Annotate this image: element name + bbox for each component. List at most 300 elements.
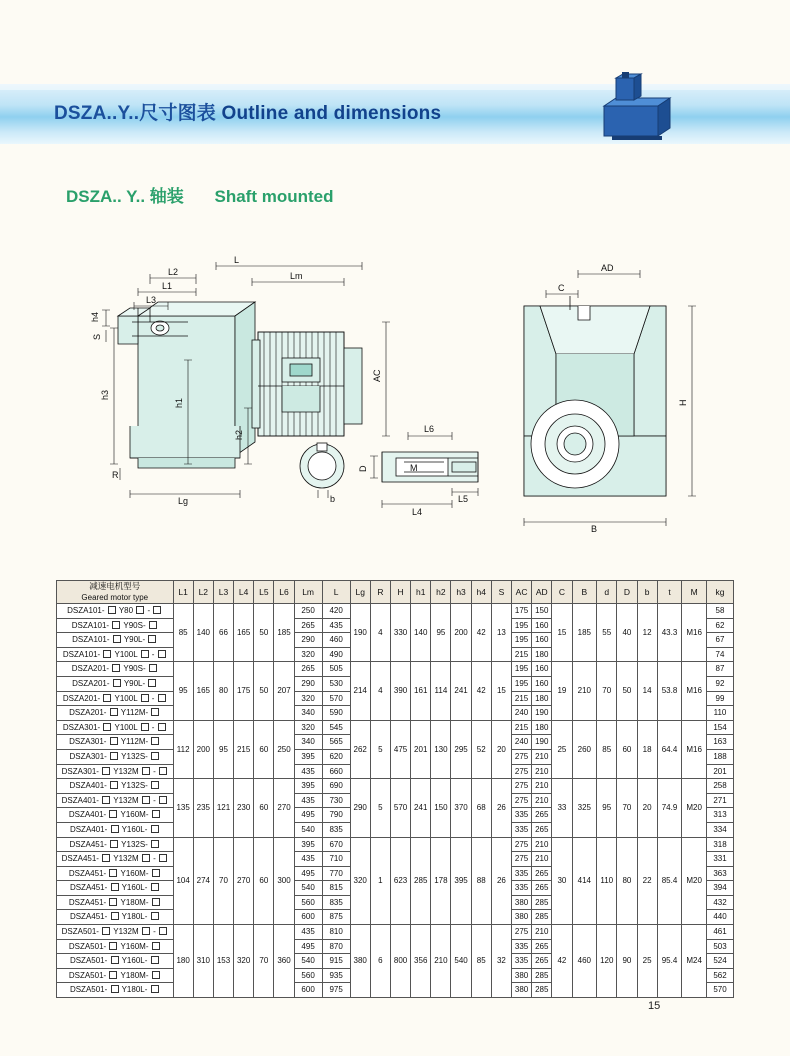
cell-AD: 210 [532, 779, 552, 794]
cell-Lm: 265 [294, 662, 322, 677]
cell-L6: 250 [274, 720, 294, 778]
cell-d: 70 [597, 662, 617, 720]
cell-AD: 210 [532, 793, 552, 808]
cell-AD: 210 [532, 925, 552, 940]
cell-C: 19 [552, 662, 572, 720]
svg-text:AC: AC [372, 369, 382, 382]
cell-AC: 335 [512, 822, 532, 837]
cell-AD: 190 [532, 706, 552, 721]
cell-kg: 99 [707, 691, 734, 706]
cell-kg: 74 [707, 647, 734, 662]
cell-h3: 395 [451, 837, 471, 925]
page-number: 15 [648, 1000, 661, 1012]
subtitle-cn: DSZA.. Y.. 轴装 [66, 187, 184, 206]
cell-B: 460 [572, 925, 597, 998]
cell-h4: 52 [471, 720, 491, 778]
cell-M: M16 [682, 720, 707, 778]
cell-b: 25 [637, 925, 657, 998]
cell-kg: 258 [707, 779, 734, 794]
cell-d: 85 [597, 720, 617, 778]
cell-Lg: 190 [350, 604, 370, 662]
cell-Lm: 560 [294, 968, 322, 983]
cell-L: 670 [322, 837, 350, 852]
svg-text:L2: L2 [168, 267, 179, 277]
cell-AC: 275 [512, 779, 532, 794]
row-type-label: DSZA451- Y160L- [57, 881, 174, 896]
cell-L4: 270 [234, 837, 254, 925]
cell-AD: 265 [532, 954, 552, 969]
col-header-b: b [637, 581, 657, 604]
row-type-label: DSZA401- Y132S- [57, 779, 174, 794]
row-type-label: DSZA101- Y100L - [57, 647, 174, 662]
cell-kg: 87 [707, 662, 734, 677]
cell-kg: 62 [707, 618, 734, 633]
col-header-t: t [657, 581, 682, 604]
table-row [57, 779, 734, 794]
table-body [57, 604, 734, 998]
cell-AC: 380 [512, 983, 532, 998]
cell-kg: 331 [707, 852, 734, 867]
cell-kg: 562 [707, 968, 734, 983]
cell-t: 74.9 [657, 779, 682, 837]
cell-R: 4 [370, 662, 390, 720]
row-type-label: DSZA201- Y100L - [57, 691, 174, 706]
cell-S: 15 [491, 662, 511, 720]
col-header-L4: L4 [234, 581, 254, 604]
cell-h3: 241 [451, 662, 471, 720]
cell-AC: 195 [512, 662, 532, 677]
cell-AC: 335 [512, 939, 532, 954]
cell-Lm: 320 [294, 691, 322, 706]
cell-b: 12 [637, 604, 657, 662]
cell-h1: 161 [411, 662, 431, 720]
cell-L6: 185 [274, 604, 294, 662]
col-header-Lm: Lm [294, 581, 322, 604]
cell-AD: 210 [532, 749, 552, 764]
cell-C: 30 [552, 837, 572, 925]
cell-h4: 42 [471, 604, 491, 662]
cell-AC: 240 [512, 735, 532, 750]
row-type-label: DSZA101- Y80 - [57, 604, 174, 619]
cell-L: 460 [322, 633, 350, 648]
cell-L4: 215 [234, 720, 254, 778]
cell-Lg: 320 [350, 837, 370, 925]
svg-text:L6: L6 [424, 424, 435, 434]
col-header-h1: h1 [411, 581, 431, 604]
cell-h2: 95 [431, 604, 451, 662]
cell-L2: 310 [193, 925, 213, 998]
cell-D: 60 [617, 720, 637, 778]
cell-h2: 178 [431, 837, 451, 925]
cell-t: 53.8 [657, 662, 682, 720]
col-header-S: S [491, 581, 511, 604]
cell-AC: 215 [512, 720, 532, 735]
cell-L: 570 [322, 691, 350, 706]
svg-text:L1: L1 [162, 281, 173, 291]
row-type-label: DSZA401- Y160L- [57, 822, 174, 837]
cell-b: 18 [637, 720, 657, 778]
cell-d: 55 [597, 604, 617, 662]
cell-L: 590 [322, 706, 350, 721]
cell-L: 815 [322, 881, 350, 896]
svg-text:L4: L4 [412, 507, 423, 517]
cell-AD: 180 [532, 720, 552, 735]
table-header-row [57, 581, 734, 604]
dimensions-table-wrap [56, 580, 734, 998]
cell-S: 13 [491, 604, 511, 662]
cell-t: 64.4 [657, 720, 682, 778]
cell-D: 40 [617, 604, 637, 662]
cell-Lm: 395 [294, 779, 322, 794]
cell-Lm: 600 [294, 983, 322, 998]
cell-L: 505 [322, 662, 350, 677]
cell-AC: 175 [512, 604, 532, 619]
cell-L1: 104 [173, 837, 193, 925]
cell-Lm: 395 [294, 837, 322, 852]
cell-Lg: 380 [350, 925, 370, 998]
cell-L5: 50 [254, 662, 274, 720]
col-header-type-cn: 减速电机型号 [89, 581, 141, 591]
cell-L: 975 [322, 983, 350, 998]
cell-H: 475 [390, 720, 410, 778]
row-type-label: DSZA501- Y160M- [57, 939, 174, 954]
cell-H: 570 [390, 779, 410, 837]
row-type-label: DSZA301- Y100L - [57, 720, 174, 735]
cell-L1: 112 [173, 720, 193, 778]
row-type-label: DSZA451- Y160M- [57, 866, 174, 881]
cell-kg: 334 [707, 822, 734, 837]
col-header-L3: L3 [213, 581, 233, 604]
cell-h1: 201 [411, 720, 431, 778]
row-type-label: DSZA451- Y180L- [57, 910, 174, 925]
cell-h1: 285 [411, 837, 431, 925]
svg-text:S: S [92, 333, 102, 340]
cell-Lm: 495 [294, 939, 322, 954]
cell-AC: 380 [512, 895, 532, 910]
cell-R: 1 [370, 837, 390, 925]
cell-L2: 165 [193, 662, 213, 720]
cell-AD: 285 [532, 983, 552, 998]
col-header-C: C [552, 581, 572, 604]
cell-H: 330 [390, 604, 410, 662]
cell-Lm: 340 [294, 706, 322, 721]
row-type-label: DSZA301- Y112M- [57, 735, 174, 750]
cell-AC: 215 [512, 647, 532, 662]
page-title-en: Outline and dimensions [221, 103, 442, 124]
cell-AC: 380 [512, 910, 532, 925]
motor-gearbox-icon [592, 72, 678, 144]
row-type-label: DSZA101- Y90S- [57, 618, 174, 633]
svg-text:R: R [112, 470, 119, 480]
cell-Lm: 540 [294, 954, 322, 969]
cell-AC: 275 [512, 749, 532, 764]
row-type-label: DSZA201- Y90L- [57, 676, 174, 691]
cell-h3: 540 [451, 925, 471, 998]
cell-L: 530 [322, 676, 350, 691]
cell-L2: 200 [193, 720, 213, 778]
cell-h2: 210 [431, 925, 451, 998]
row-type-label: DSZA451- Y180M- [57, 895, 174, 910]
cell-L5: 60 [254, 837, 274, 925]
cell-AC: 275 [512, 925, 532, 940]
cell-AC: 335 [512, 954, 532, 969]
cell-L: 620 [322, 749, 350, 764]
cell-b: 14 [637, 662, 657, 720]
cell-Lm: 495 [294, 866, 322, 881]
cell-Lm: 435 [294, 852, 322, 867]
cell-L: 730 [322, 793, 350, 808]
cell-L: 770 [322, 866, 350, 881]
cell-Lm: 435 [294, 925, 322, 940]
cell-Lm: 290 [294, 633, 322, 648]
cell-M: M16 [682, 662, 707, 720]
cell-H: 800 [390, 925, 410, 998]
svg-text:b: b [330, 494, 336, 504]
col-header-AC: AC [512, 581, 532, 604]
cell-C: 42 [552, 925, 572, 998]
cell-AD: 285 [532, 910, 552, 925]
cell-D: 90 [617, 925, 637, 998]
cell-L: 935 [322, 968, 350, 983]
cell-AD: 160 [532, 618, 552, 633]
table-row [57, 925, 734, 940]
col-header-D: D [617, 581, 637, 604]
cell-S: 26 [491, 837, 511, 925]
cell-t: 95.4 [657, 925, 682, 998]
cell-L: 870 [322, 939, 350, 954]
cell-Lm: 290 [294, 676, 322, 691]
cell-L4: 230 [234, 779, 254, 837]
cell-AC: 335 [512, 881, 532, 896]
cell-Lm: 560 [294, 895, 322, 910]
svg-text:L3: L3 [146, 295, 157, 305]
row-type-label: DSZA501- Y160L- [57, 954, 174, 969]
cell-Lm: 435 [294, 793, 322, 808]
page-title [54, 98, 441, 125]
col-header-h3: h3 [451, 581, 471, 604]
section-subtitle [66, 182, 334, 207]
cell-AD: 265 [532, 881, 552, 896]
svg-text:C: C [558, 283, 565, 293]
cell-R: 5 [370, 779, 390, 837]
svg-text:M: M [410, 463, 418, 473]
cell-M: M20 [682, 837, 707, 925]
cell-kg: 394 [707, 881, 734, 896]
cell-d: 120 [597, 925, 617, 998]
cell-kg: 318 [707, 837, 734, 852]
cell-D: 80 [617, 837, 637, 925]
col-header-L1: L1 [173, 581, 193, 604]
cell-AC: 195 [512, 633, 532, 648]
cell-B: 325 [572, 779, 597, 837]
col-header-d: d [597, 581, 617, 604]
cell-kg: 432 [707, 895, 734, 910]
cell-AD: 265 [532, 866, 552, 881]
cell-Lg: 262 [350, 720, 370, 778]
cell-L3: 121 [213, 779, 233, 837]
cell-kg: 363 [707, 866, 734, 881]
col-header-type [57, 581, 174, 604]
cell-Lm: 540 [294, 822, 322, 837]
svg-text:Lg: Lg [178, 496, 189, 506]
cell-kg: 163 [707, 735, 734, 750]
table-row [57, 720, 734, 735]
cell-h2: 114 [431, 662, 451, 720]
col-header-B: B [572, 581, 597, 604]
cell-AC: 275 [512, 764, 532, 779]
cell-Lg: 290 [350, 779, 370, 837]
cell-R: 6 [370, 925, 390, 998]
cell-d: 110 [597, 837, 617, 925]
col-header-h2: h2 [431, 581, 451, 604]
cell-L6: 300 [274, 837, 294, 925]
cell-L5: 60 [254, 720, 274, 778]
col-header-AD: AD [532, 581, 552, 604]
row-type-label: DSZA401- Y160M- [57, 808, 174, 823]
cell-L1: 180 [173, 925, 193, 998]
cell-D: 50 [617, 662, 637, 720]
cell-AC: 240 [512, 706, 532, 721]
cell-AD: 285 [532, 895, 552, 910]
cell-S: 26 [491, 779, 511, 837]
cell-L1: 95 [173, 662, 193, 720]
cell-L3: 153 [213, 925, 233, 998]
cell-AD: 160 [532, 676, 552, 691]
row-type-label: DSZA501- Y180M- [57, 968, 174, 983]
cell-Lm: 495 [294, 808, 322, 823]
dimensions-table [56, 580, 734, 998]
cell-kg: 313 [707, 808, 734, 823]
cell-AD: 285 [532, 968, 552, 983]
cell-L6: 207 [274, 662, 294, 720]
cell-kg: 201 [707, 764, 734, 779]
col-header-Lg: Lg [350, 581, 370, 604]
cell-kg: 67 [707, 633, 734, 648]
cell-L4: 165 [234, 604, 254, 662]
cell-C: 15 [552, 604, 572, 662]
cell-L5: 70 [254, 925, 274, 998]
cell-L2: 274 [193, 837, 213, 925]
cell-L: 790 [322, 808, 350, 823]
table-row [57, 604, 734, 619]
cell-AD: 265 [532, 822, 552, 837]
row-type-label: DSZA301- Y132M - [57, 764, 174, 779]
cell-AD: 160 [532, 633, 552, 648]
col-header-M: M [682, 581, 707, 604]
cell-M: M20 [682, 779, 707, 837]
cell-L: 810 [322, 925, 350, 940]
cell-h1: 140 [411, 604, 431, 662]
page-title-cn: DSZA..Y..尺寸图表 [54, 103, 217, 124]
cell-L: 835 [322, 895, 350, 910]
cell-kg: 154 [707, 720, 734, 735]
cell-t: 43.3 [657, 604, 682, 662]
svg-text:B: B [591, 524, 598, 534]
cell-M: M16 [682, 604, 707, 662]
col-header-L6: L6 [274, 581, 294, 604]
cell-d: 95 [597, 779, 617, 837]
col-header-L5: L5 [254, 581, 274, 604]
col-header-H: H [390, 581, 410, 604]
cell-AD: 180 [532, 647, 552, 662]
svg-text:h1: h1 [174, 397, 184, 408]
row-type-label: DSZA201- Y90S- [57, 662, 174, 677]
table-row [57, 662, 734, 677]
cell-h3: 370 [451, 779, 471, 837]
svg-text:D: D [358, 465, 368, 472]
cell-h4: 85 [471, 925, 491, 998]
cell-kg: 524 [707, 954, 734, 969]
cell-B: 260 [572, 720, 597, 778]
cell-L: 565 [322, 735, 350, 750]
cell-Lm: 435 [294, 764, 322, 779]
cell-kg: 110 [707, 706, 734, 721]
cell-L6: 270 [274, 779, 294, 837]
cell-t: 85.4 [657, 837, 682, 925]
row-type-label: DSZA451- Y132S- [57, 837, 174, 852]
row-type-label: DSZA201- Y112M- [57, 706, 174, 721]
cell-AD: 265 [532, 939, 552, 954]
cell-C: 33 [552, 779, 572, 837]
cell-h4: 88 [471, 837, 491, 925]
cell-L4: 175 [234, 662, 254, 720]
cell-L: 690 [322, 779, 350, 794]
cell-B: 185 [572, 604, 597, 662]
cell-R: 4 [370, 604, 390, 662]
cell-Lm: 340 [294, 735, 322, 750]
col-header-kg: kg [707, 581, 734, 604]
cell-L3: 66 [213, 604, 233, 662]
cell-AD: 190 [532, 735, 552, 750]
cell-D: 70 [617, 779, 637, 837]
col-header-h4: h4 [471, 581, 491, 604]
cell-L1: 85 [173, 604, 193, 662]
row-type-label: DSZA101- Y90L- [57, 633, 174, 648]
svg-text:Lm: Lm [290, 271, 303, 281]
cell-L3: 70 [213, 837, 233, 925]
cell-AD: 150 [532, 604, 552, 619]
cell-AD: 160 [532, 662, 552, 677]
cell-AC: 335 [512, 808, 532, 823]
cell-Lm: 265 [294, 618, 322, 633]
cell-AC: 275 [512, 852, 532, 867]
cell-h2: 130 [431, 720, 451, 778]
cell-b: 22 [637, 837, 657, 925]
svg-text:h2: h2 [234, 429, 244, 440]
cell-B: 210 [572, 662, 597, 720]
cell-AC: 275 [512, 793, 532, 808]
row-type-label: DSZA501- Y180L- [57, 983, 174, 998]
svg-text:h4: h4 [90, 311, 100, 322]
cell-AD: 210 [532, 837, 552, 852]
cell-L: 490 [322, 647, 350, 662]
cell-h4: 68 [471, 779, 491, 837]
cell-L3: 80 [213, 662, 233, 720]
cell-L: 545 [322, 720, 350, 735]
cell-AD: 210 [532, 852, 552, 867]
cell-R: 5 [370, 720, 390, 778]
svg-text:AD: AD [601, 263, 614, 273]
cell-H: 623 [390, 837, 410, 925]
cell-L: 875 [322, 910, 350, 925]
row-type-label: DSZA501- Y132M - [57, 925, 174, 940]
cell-Lm: 320 [294, 720, 322, 735]
cell-AC: 195 [512, 676, 532, 691]
cell-L4: 320 [234, 925, 254, 998]
cell-AD: 265 [532, 808, 552, 823]
cell-L: 835 [322, 822, 350, 837]
cell-Lm: 540 [294, 881, 322, 896]
